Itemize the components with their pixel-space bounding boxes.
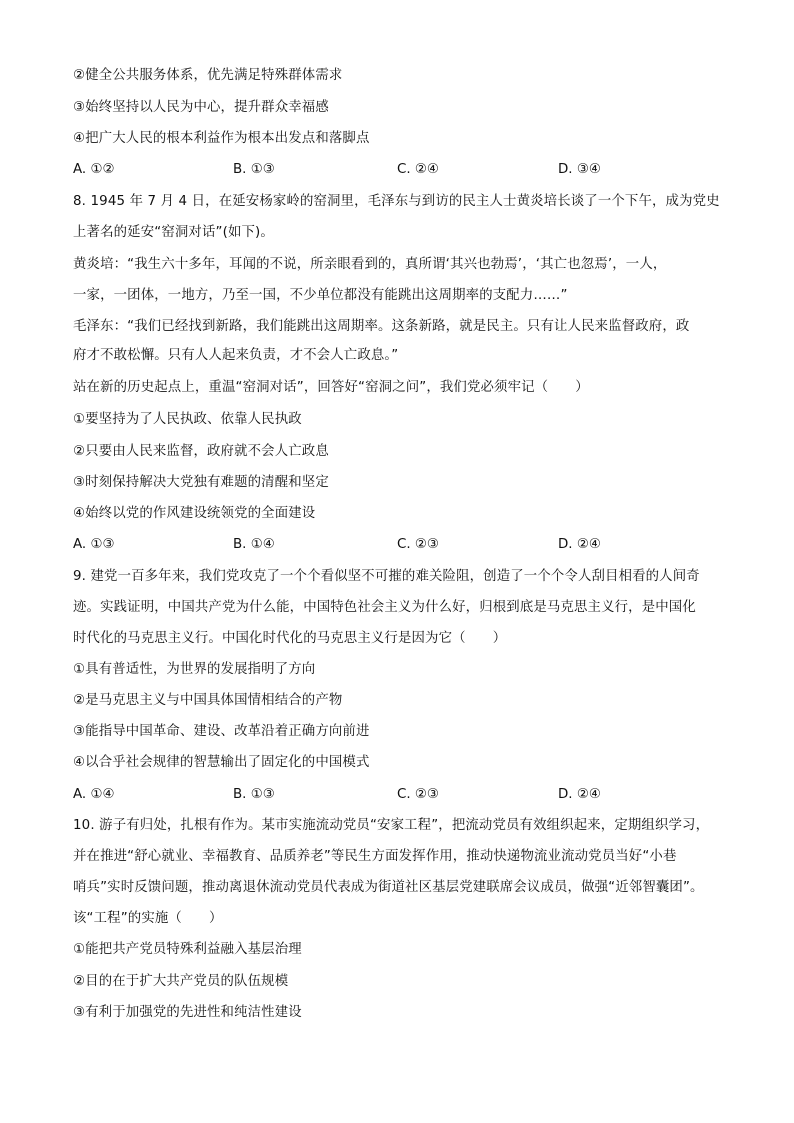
q8-mao-quote-line-2: 府才不敢松懈。只有人人起来负责，才不会人亡政息。” bbox=[73, 348, 399, 363]
q8-mao-quote-line-1: 毛泽东：“我们已经找到新路，我们能跳出这周期率。这条新路，就是民主。只有让人民来监督政府，政 bbox=[73, 319, 690, 334]
q8-statement-3: ③时刻保持解决大党独有难题的清醒和坚定 bbox=[73, 475, 329, 490]
q10-statement-2: ②目的在于扩大共产党员的队伍规模 bbox=[73, 974, 289, 989]
q8-question: 站在新的历史起点上，重温“窑洞对话”，回答好“窑洞之问”，我们党必须牢记（ ） bbox=[73, 380, 589, 395]
q7-option-d: D. ③④ bbox=[558, 162, 601, 177]
q8-statement-4: ④始终以党的作风建设统领党的全面建设 bbox=[73, 506, 316, 521]
q7-statement-4: ④把广大人民的根本利益作为根本出发点和落脚点 bbox=[73, 131, 370, 146]
q8-option-a: A. ①③ bbox=[73, 537, 115, 552]
q7-option-a: A. ①② bbox=[73, 162, 115, 177]
q7-option-c: C. ②④ bbox=[397, 162, 439, 177]
q9-stem-line-2: 迹。实践证明，中国共产党为什么能，中国特色社会主义为什么好，归根到底是马克思主义行，是中国化 bbox=[73, 600, 696, 615]
q8-stem-line-2: 上著名的延安“窑洞对话”(如下)。 bbox=[73, 225, 274, 240]
q8-option-d: D. ②④ bbox=[558, 537, 601, 552]
q10-stem-line-3: 哨兵”实时反馈问题，推动离退休流动党员代表成为街道社区基层党建联席会议成员，做强“近邻智囊团”。 bbox=[73, 880, 704, 895]
q8-stem-line-1: 8. 1945 年 7 月 4 日，在延安杨家岭的窑洞里，毛泽东与到访的民主人士黄炎培长谈了一个下午，成为党史 bbox=[73, 194, 720, 209]
q10-stem-line-2: 并在推进“舒心就业、幸福教育、品质养老”等民生方面发挥作用，推动快递物流业流动党员当好“小巷 bbox=[73, 849, 677, 864]
q10-statement-1: ①能把共产党员特殊利益融入基层治理 bbox=[73, 942, 302, 957]
q7-option-b: B. ①③ bbox=[233, 162, 275, 177]
q9-statement-4: ④以合乎社会规律的智慧输出了固定化的中国模式 bbox=[73, 755, 370, 770]
q9-stem-line-1: 9. 建党一百多年来，我们党攻克了一个个看似坚不可摧的难关险阻，创造了一个个令人刮目相看的人间奇 bbox=[73, 569, 700, 584]
q9-statement-3: ③能指导中国革命、建设、改革沿着正确方向前进 bbox=[73, 724, 370, 739]
q8-statement-1: ①要坚持为了人民执政、依靠人民执政 bbox=[73, 412, 302, 427]
q9-option-a: A. ①④ bbox=[73, 787, 115, 802]
q7-statement-2: ②健全公共服务体系，优先满足特殊群体需求 bbox=[73, 68, 343, 83]
q9-option-c: C. ②③ bbox=[397, 787, 439, 802]
q8-statement-2: ②只要由人民来监督，政府就不会人亡政息 bbox=[73, 444, 329, 459]
q10-statement-3: ③有利于加强党的先进性和纯洁性建设 bbox=[73, 1005, 302, 1020]
q7-statement-3: ③始终坚持以人民为中心，提升群众幸福感 bbox=[73, 100, 329, 115]
q8-huang-quote-line-2: 一家，一团体，一地方，乃至一国，不少单位都没有能跳出这周期率的支配力……” bbox=[73, 288, 568, 303]
q9-stem-line-3: 时代化的马克思主义行。中国化时代化的马克思主义行是因为它（ ） bbox=[73, 631, 507, 646]
q10-question: 该“工程”的实施（ ） bbox=[73, 911, 223, 926]
q9-statement-2: ②是马克思主义与中国具体国情相结合的产物 bbox=[73, 693, 343, 708]
q9-option-b: B. ①③ bbox=[233, 787, 275, 802]
q8-huang-quote-line-1: 黄炎培：“我生六十多年，耳闻的不说，所亲眼看到的，真所谓‘其兴也勃焉’，‘其亡也忽焉’，一人， bbox=[73, 257, 667, 272]
q9-option-d: D. ②④ bbox=[558, 787, 601, 802]
q9-statement-1: ①具有普适性，为世界的发展指明了方向 bbox=[73, 662, 316, 677]
q8-option-b: B. ①④ bbox=[233, 537, 275, 552]
q8-option-c: C. ②③ bbox=[397, 537, 439, 552]
q10-stem-line-1: 10. 游子有归处，扎根有作为。某市实施流动党员“安家工程”，把流动党员有效组织起来，定期组织学习， bbox=[73, 818, 710, 833]
